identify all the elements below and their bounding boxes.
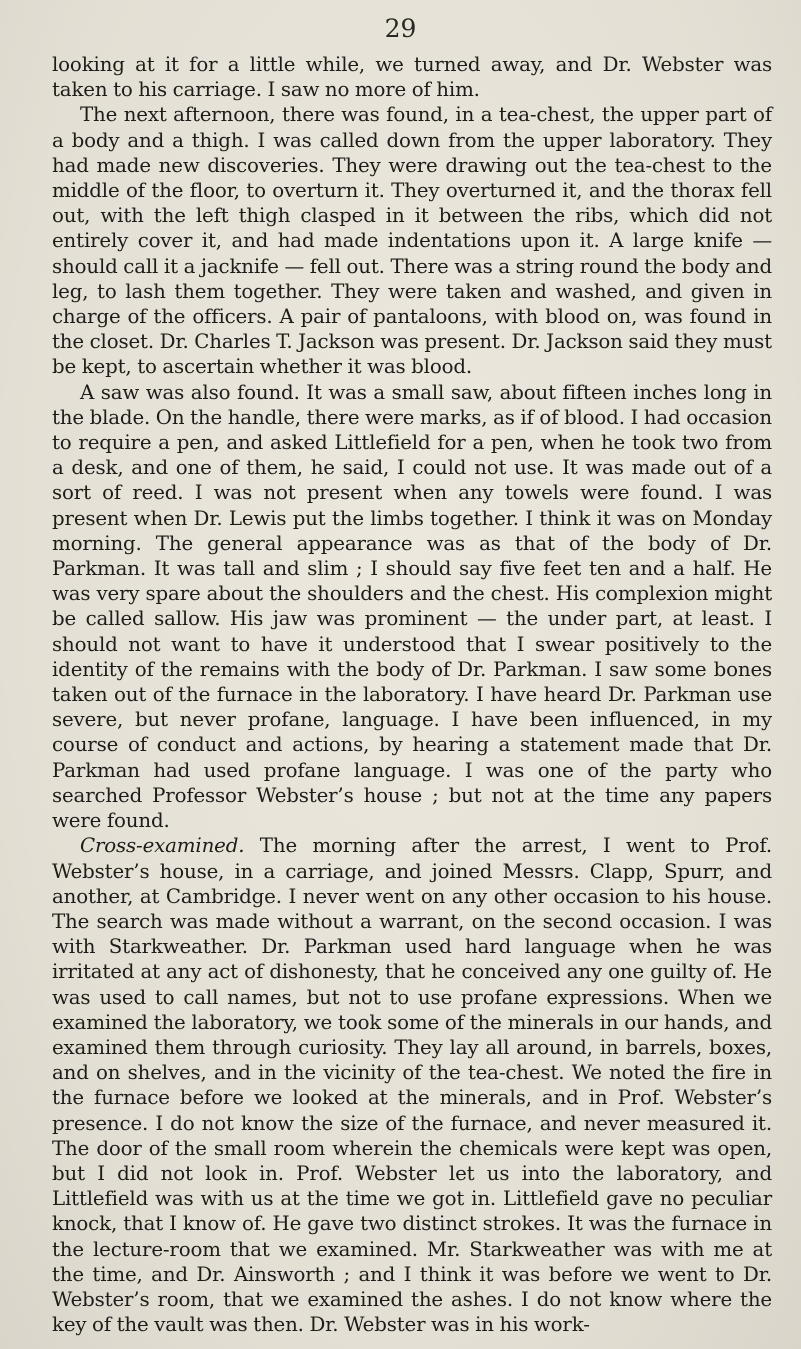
body-text <box>52 52 772 1337</box>
paragraph <box>52 102 772 379</box>
page-number: 29 <box>384 14 417 43</box>
paragraph-text: A saw was also found. It was a small saw, about fifteen inches long in the blade. On the handle, there were marks, as if of blood. I had occasion to require a pen, and asked Littlefield for a pen, when he took two from a desk, and one of them, he said, I could not use. It was made out of a sort of reed. I was not present when any towels were found. I was present when Dr. Lewis put the limbs together. I think it was on Monday morning. The general appearance was as that of the body of Dr. Parkman. It was tall and slim ; I should say five feet ten and a half. He was very spare about the shoulders and the chest. His complexion might be called sallow. His jaw was prominent — the under part, at least. I should not want to have it understood that I swear positively to the identity of the remains with the body of Dr. Parkman. I saw some bones taken out of the furnace in the laboratory. I have heard Dr. Parkman use severe, but never profane, language. I have been influenced, in my course of conduct and actions, by hearing a statement made that Dr. Parkman had used profane language. I was one of the party who searched Professor Webster’s house ; but not at the time any papers were found. <box>52 380 772 833</box>
paragraph-text: The next afternoon, there was found, in a tea-chest, the upper part of a body and a thigh. I was called down from the upper laboratory. They had made new discoveries. They were drawing out the tea-chest to the middle of the floor, to overturn it. They overturned it, and the thorax fell out, with the left thigh clasped in it between the ribs, which did not entirely cover it, and had made indentations upon it. A large knife — should call it a jacknife — fell out. There was a string round the body and leg, to lash them together. They were taken and washed, and given in charge of the officers. A pair of pantaloons, with blood on, was found in the closet. Dr. Charles T. Jackson was present. Dr. Jackson said they must be kept, to ascertain whether it was blood. <box>52 103 772 379</box>
italic-heading-text: Cross-examined. <box>80 834 245 858</box>
paragraph-text: looking at it for a little while, we turned away, and Dr. Webster was taken to his carriage. I saw no more of him. <box>52 53 772 102</box>
paragraph <box>52 833 772 1337</box>
paragraph <box>52 52 772 102</box>
paragraph <box>52 380 772 834</box>
paragraph-text: The morning after the arrest, I went to Prof. Webster’s house, in a carriage, and joined Messrs. Clapp, Spurr, and another, at Cambridge. I never went on any other occasion to his house. The search was made without a warrant, on the second occasion. I was with Starkweather. Dr. Parkman used hard language when he was irritated at any act of dishonesty, that he conceived any one guilty of. He was used to call names, but not to use profane expressions. When we examined the laboratory, we took some of the minerals in our hands, and examined them through curiosity. They lay all around, in barrels, boxes, and on shelves, and in the vicinity of the tea-chest. We noted the fire in the furnace before we looked at the minerals, and in Prof. Webster’s presence. I do not know the size of the furnace, and never measured it. The door of the small room wherein the chemicals were kept was open, but I did not look in. Prof. Webster let us into the laboratory, and Littlefield was with us at the time we got in. Littlefield gave no peculiar knock, that I know of. He gave two distinct strokes. It was the furnace in the lecture-room that we examined. Mr. Starkweather was with me at the time, and Dr. Ainsworth ; and I think it was before we went to Dr. Webster’s room, that we examined the ashes. I do not know where the key of the vault was then. Dr. Webster was in his work- <box>52 834 772 1337</box>
